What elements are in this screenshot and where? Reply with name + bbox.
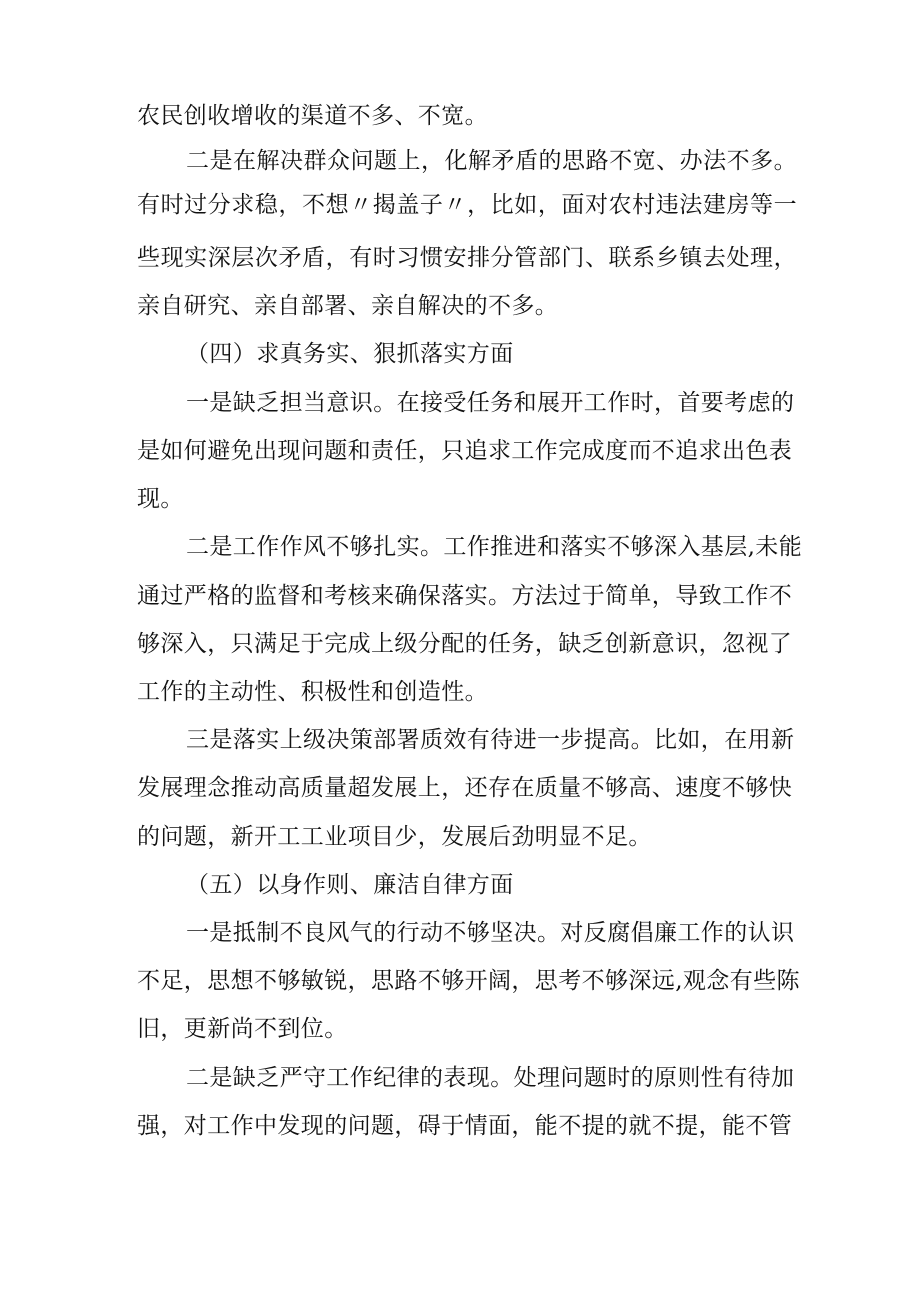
text-line-21: 二是缺乏严守工作纪律的表现。处理问题时的原则性有待加 xyxy=(186,1065,795,1091)
text-line-22: 强，对工作中发现的问题，碍于情面，能不提的就不提，能不管 xyxy=(137,1113,793,1139)
text-line-9: 现。 xyxy=(137,486,184,512)
text-line-18: 一是抵制不良风气的行动不够坚决。对反腐倡廉工作的认识 xyxy=(186,920,795,946)
text-line-8: 是如何避免出现问题和责任，只追求工作完成度而不追求出色表 xyxy=(137,438,793,464)
section-heading-5: （五）以身作则、廉洁自律方面 xyxy=(186,872,514,898)
text-line-10: 二是工作作风不够扎实。工作推进和落实不够深入基层,未能 xyxy=(186,534,803,560)
text-line-15: 发展理念推动高质量超发展上，还存在质量不够高、速度不够快 xyxy=(137,775,793,801)
text-line-12: 够深入，只满足于完成上级分配的任务，缺乏创新意识，忽视了 xyxy=(137,631,793,657)
text-line-1: 农民创收增收的渠道不多、不宽。 xyxy=(137,103,488,129)
text-line-20: 旧，更新尚不到位。 xyxy=(137,1016,348,1042)
text-line-3: 有时过分求稳，不想〃揭盖子〃，比如，面对农村违法建房等一 xyxy=(137,192,797,218)
text-line-11: 通过严格的监督和考核来确保落实。方法过于简单，导致工作不 xyxy=(137,583,793,609)
section-heading-4: （四）求真务实、狠抓落实方面 xyxy=(186,341,514,367)
text-line-16: 的问题，新开工工业项目少，发展后劲明显不足。 xyxy=(137,824,652,850)
text-line-5: 亲自研究、亲自部署、亲自解决的不多。 xyxy=(137,293,559,319)
text-line-14: 三是落实上级决策部署质效有待进一步提高。比如，在用新 xyxy=(186,727,795,753)
text-line-7: 一是缺乏担当意识。在接受任务和展开工作时，首要考虑的 xyxy=(186,390,795,416)
text-line-4: 些现实深层次矛盾，有时习惯安排分管部门、联系乡镇去处理， xyxy=(137,245,797,271)
text-line-13: 工作的主动性、积极性和创造性。 xyxy=(137,679,488,705)
text-line-19: 不足，思想不够敏锐，思路不够开阔，思考不够深远,观念有些陈 xyxy=(137,968,800,994)
text-line-2: 二是在解决群众问题上，化解矛盾的思路不宽、办法不多。 xyxy=(186,148,797,174)
